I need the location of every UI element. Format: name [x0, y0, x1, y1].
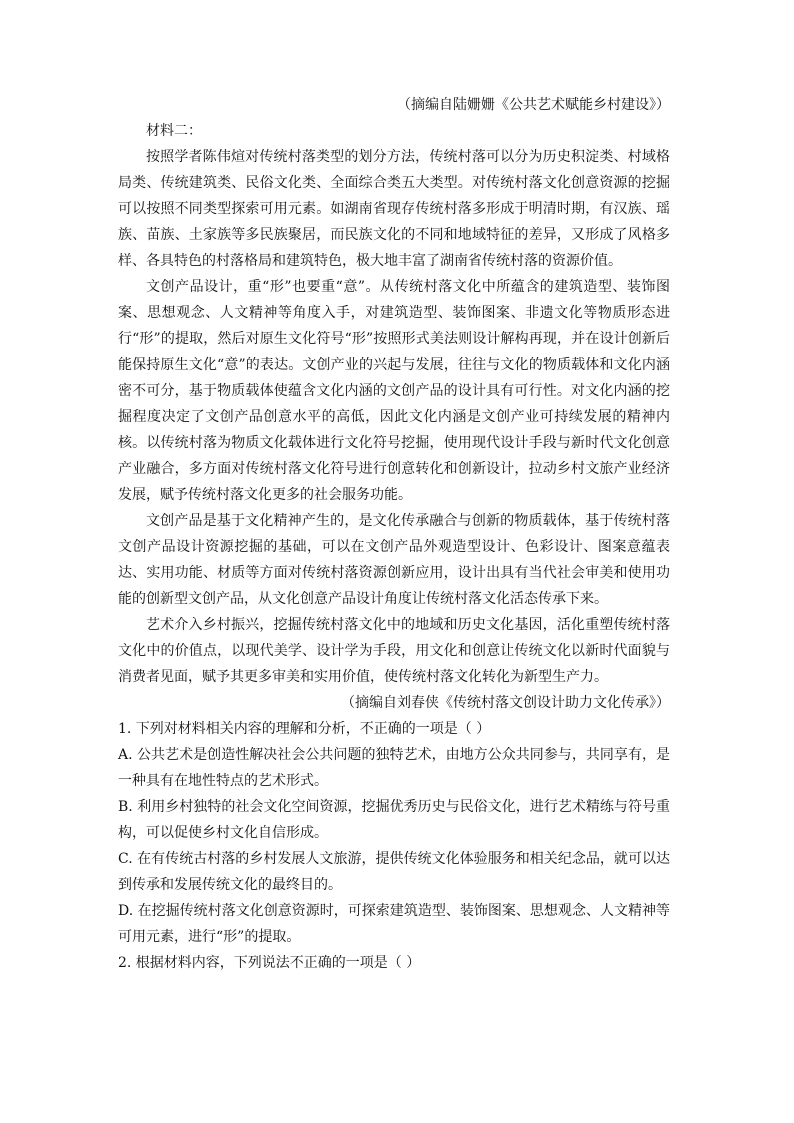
question-1-option-c: C. 在有传统古村落的乡村发展人文旅游，提供传统文化体验服务和相关纪念品，就可以达到传承和发展传统文化的最终目的。: [118, 851, 670, 893]
question-1-option-a: A. 公共艺术是创造性解决社会公共问题的独特艺术，由地方公众共同参与，共同享有，是一种具有在地性特点的艺术形式。: [118, 747, 670, 789]
paragraph-3: 文创产品是基于文化精神产生的，是文化传承融合与创新的物质载体，基于传统村落文创产品设计资源挖掘的基础，可以在文创产品外观造型设计、色彩设计、图案意蕴表达、实用功能、材质等方面对传统村落资源创新应用，设计出具有当代社会审美和使用功能的创新型文创产品，从文化创意产品设计角度让传统村落文化活态传承下来。: [118, 513, 670, 607]
source-citation-2: （摘编自刘春侠《传统村落文创设计助力文化传承》）: [341, 695, 670, 711]
paragraph-1: 按照学者陈伟煊对传统村落类型的划分方法，传统村落可以分为历史积淀类、村域格局类、传统建筑类、民俗文化类、全面综合类五大类型。对传统村落文化创意资源的挖掘可以按照不同类型探索可用元素。如湖南省现存传统村落多形成于明清时期，有汉族、瑶族、苗族、土家族等多民族聚居，而民族文化的不同和地域特征的差异，又形成了风格多样、各具特色的村落格局和建筑特色，极大地丰富了湖南省传统村落的资源价值。: [118, 149, 670, 269]
material-two-heading: 材料二：: [146, 123, 202, 139]
question-2-stem: 2. 根据材料内容，下列说法不正确的一项是（ ）: [118, 955, 421, 971]
question-1-stem: 1. 下列对材料相关内容的理解和分析，不正确的一项是（ ）: [118, 721, 491, 737]
question-1-option-b: B. 利用乡村独特的社会文化空间资源，挖掘优秀历史与民俗文化，进行艺术精练与符号重构，可以促使乡村文化自信形成。: [118, 799, 670, 841]
question-1-option-d: D. 在挖掘传统村落文化创意资源时，可探索建筑造型、装饰图案、思想观念、人文精神等可用元素，进行“形”的提取。: [118, 903, 670, 945]
paragraph-2: 文创产品设计，重“形”也要重“意”。从传统村落文化中所蕴含的建筑造型、装饰图案、思想观念、人文精神等角度入手，对建筑造型、装饰图案、非遗文化等物质形态进行“形”的提取，然后对原生文化符号“形”按照形式美法则设计解构再现，并在设计创新后能保持原生文化“意”的表达。文创产业的兴起与发展，往往与文化的物质载体和文化内涵密不可分，基于物质载体使蕴含文化内涵的文创产品的设计具有可行性。对文化内涵的挖掘程度决定了文创产品创意水平的高低，因此文化内涵是文创产业可持续发展的精神内核。以传统村落为物质文化载体进行文化符号挖掘，使用现代设计手段与新时代文化创意产业融合，多方面对传统村落文化符号进行创意转化和创新设计，拉动乡村文旅产业经济发展，赋予传统村落文化更多的社会服务功能。: [118, 279, 670, 503]
paragraph-4: 艺术介入乡村振兴，挖掘传统村落文化中的地域和历史文化基因，活化重塑传统村落文化中的价值点，以现代美学、设计学为手段，用文化和创意让传统文化以新时代面貌与消费者见面，赋予其更多审美和实用价值，使传统村落文化转化为新型生产力。: [118, 617, 670, 685]
document-page: [118, 92, 670, 976]
source-citation-1: （摘编自陆姗姗《公共艺术赋能乡村建设》）: [397, 97, 670, 113]
